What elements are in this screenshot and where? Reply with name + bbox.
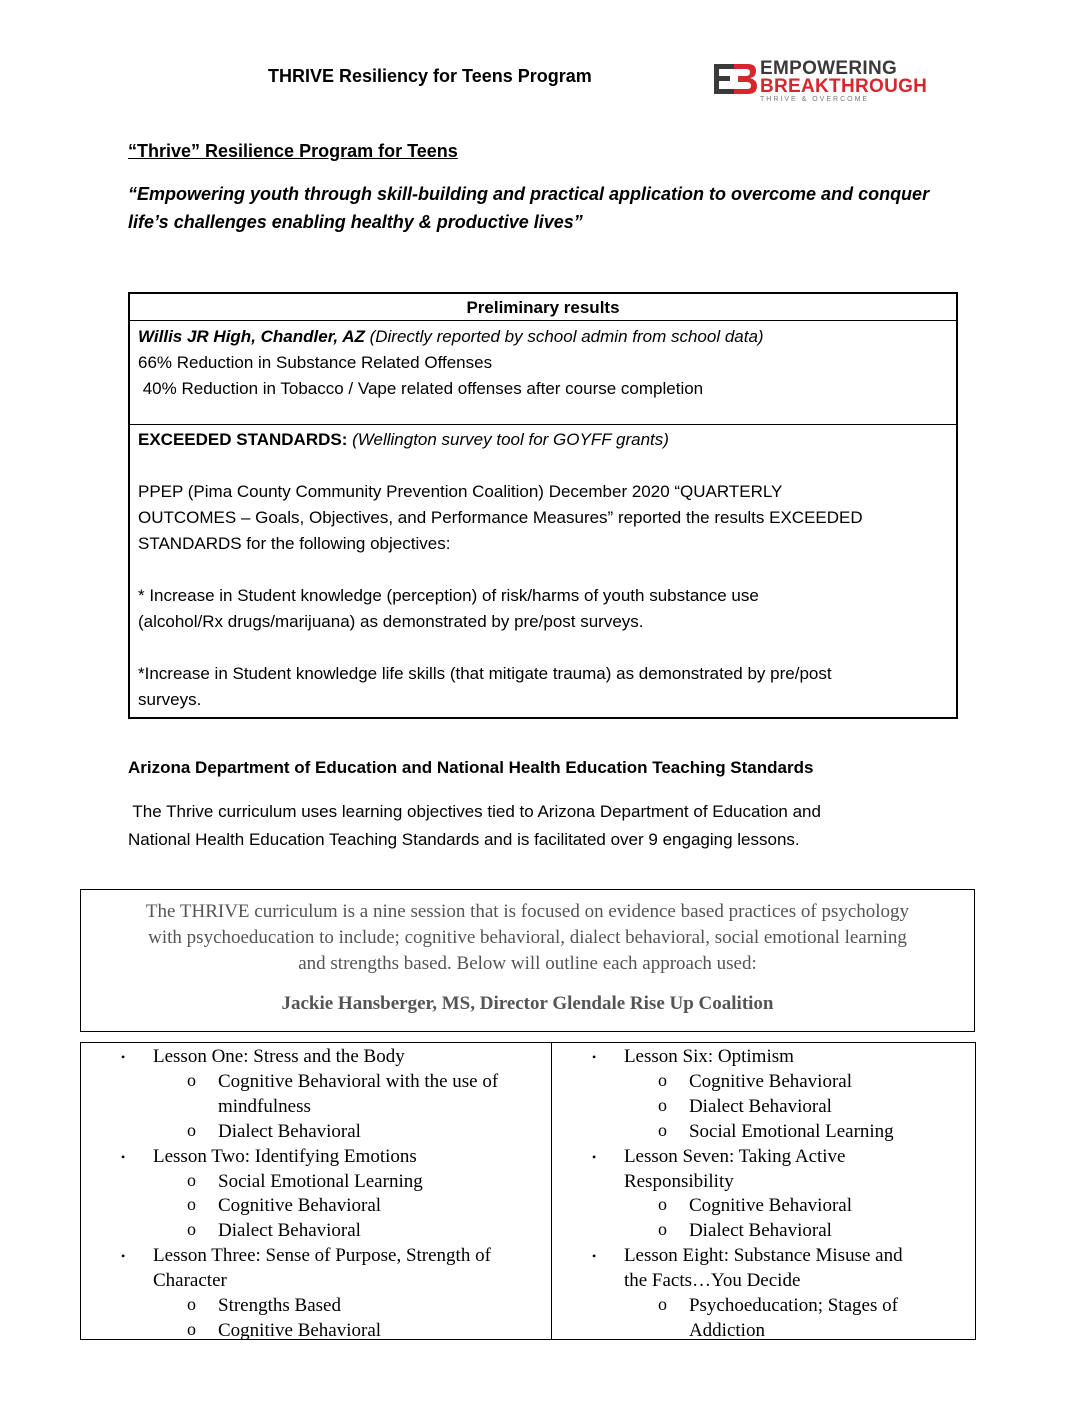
- lesson-title: Character: [153, 1270, 227, 1292]
- curriculum-author: Jackie Hansberger, MS, Director Glendale Rise Up Coalition: [281, 993, 774, 1014]
- sub-bullet-icon: o: [657, 1119, 667, 1140]
- sub-bullet-icon: o: [657, 1069, 667, 1090]
- curriculum-line: The THRIVE curriculum is a nine session that is focused on evidence based practices of psychology: [145, 901, 910, 922]
- lesson-title: Lesson Two: Identifying Emotions: [153, 1145, 417, 1167]
- sub-bullet-icon: o: [187, 1119, 196, 1140]
- lesson-approach: Addiction: [688, 1319, 765, 1341]
- sub-bullet-icon: o: [657, 1094, 667, 1115]
- sub-bullet-icon: o: [657, 1219, 667, 1240]
- curriculum-line: with psychoeducation to include; cognitive behavioral, dialect behavioral, social emotional learning: [148, 927, 907, 948]
- sub-bullet-icon: o: [187, 1169, 196, 1190]
- mission-quote-line: “Empowering youth through skill-building and practical application to overcome and conquer: [128, 184, 930, 204]
- lesson-approach: Dialect Behavioral: [218, 1220, 361, 1242]
- brand-logo: [714, 58, 928, 108]
- lesson-approach: Cognitive Behavioral: [218, 1319, 382, 1341]
- lessons-column-right: [552, 1043, 975, 1339]
- curriculum-line: and strengths based. Below will outline each approach used:: [298, 953, 757, 974]
- sub-bullet-icon: o: [187, 1069, 196, 1090]
- curriculum-summary-box: [80, 889, 975, 1032]
- lesson-title: Lesson One: Stress and the Body: [153, 1046, 405, 1067]
- lesson-title: Lesson Seven: Taking Active: [623, 1145, 846, 1167]
- objective-line: (alcohol/Rx drugs/marijuana) as demonstrated by pre/post surveys.: [138, 612, 644, 631]
- standards-heading: Arizona Department of Education and National Health Education Teaching Standards: [128, 758, 814, 777]
- results-standards-cell: [130, 425, 956, 717]
- lesson-bullet-icon: •: [591, 1249, 597, 1264]
- sub-bullet-icon: o: [187, 1219, 196, 1240]
- results-table: [128, 292, 958, 719]
- lesson-approach: Cognitive Behavioral: [218, 1195, 382, 1217]
- lesson-approach: Cognitive Behavioral: [688, 1195, 853, 1217]
- lesson-title: Lesson Eight: Substance Misuse and: [623, 1245, 903, 1267]
- lesson-bullet-icon: •: [121, 1149, 126, 1164]
- lesson-bullet-icon: •: [591, 1149, 597, 1164]
- result-stat: 66% Reduction in Substance Related Offenses: [138, 353, 493, 372]
- logo-text-empowering: EMPOWERING: [760, 58, 898, 79]
- school-name: Willis JR High, Chandler, AZ: [138, 327, 365, 346]
- mission-quote-line: life’s challenges enabling healthy & productive lives”: [128, 212, 583, 232]
- lesson-approach: Cognitive Behavioral with the use of: [218, 1070, 499, 1092]
- lessons-table: [80, 1042, 976, 1340]
- lesson-bullet-icon: •: [591, 1050, 597, 1064]
- lesson-title: Responsibility: [623, 1170, 734, 1192]
- lesson-approach: Social Emotional Learning: [688, 1120, 894, 1142]
- program-subtitle: “Thrive” Resilience Program for Teens: [128, 141, 458, 161]
- lesson-approach: Social Emotional Learning: [218, 1170, 423, 1192]
- sub-bullet-icon: o: [657, 1294, 667, 1314]
- lesson-approach: Strengths Based: [218, 1295, 341, 1316]
- sub-bullet-icon: o: [657, 1194, 667, 1215]
- lesson-title: Lesson Three: Sense of Purpose, Strength of: [153, 1245, 491, 1267]
- standards-paragraph: [128, 798, 968, 854]
- ppep-line: PPEP (Pima County Community Prevention Coalition) December 2020 “QUARTERLY: [138, 482, 783, 501]
- lesson-bullet-icon: •: [121, 1050, 126, 1064]
- results-table-heading: Preliminary results: [130, 294, 956, 321]
- results-school-cell: [130, 321, 956, 425]
- objective-line: *Increase in Student knowledge life skills (that mitigate trauma) as demonstrated by pre/post: [138, 664, 832, 683]
- logo-eb-icon: [714, 62, 758, 96]
- lesson-approach: Dialect Behavioral: [688, 1095, 832, 1117]
- ppep-line: OUTCOMES – Goals, Objectives, and Performance Measures” reported the results EXCEEDED: [138, 508, 863, 527]
- lessons-column-left: [81, 1043, 552, 1339]
- mission-quote: [128, 180, 958, 236]
- sub-bullet-icon: o: [187, 1194, 196, 1215]
- standards-line: The Thrive curriculum uses learning objectives tied to Arizona Department of Education and: [128, 802, 821, 821]
- lesson-approach: Dialect Behavioral: [218, 1120, 361, 1142]
- objective-line: * Increase in Student knowledge (perception) of risk/harms of youth substance use: [138, 586, 759, 605]
- ppep-line: STANDARDS for the following objectives:: [138, 534, 451, 553]
- exceeded-note: (Wellington survey tool for GOYFF grants): [347, 430, 669, 449]
- logo-text-breakthrough: BREAKTHROUGH: [760, 76, 928, 97]
- lesson-bullet-icon: •: [121, 1249, 126, 1264]
- objective-line: surveys.: [138, 690, 202, 709]
- lesson-approach: Cognitive Behavioral: [688, 1070, 853, 1092]
- exceeded-label: EXCEEDED STANDARDS:: [138, 430, 348, 449]
- sub-bullet-icon: o: [187, 1318, 196, 1339]
- result-stat: 40% Reduction in Tobacco / Vape related offenses after course completion: [138, 379, 704, 398]
- school-note: (Directly reported by school admin from school data): [364, 327, 764, 346]
- sub-bullet-icon: o: [187, 1294, 196, 1314]
- lesson-approach: mindfulness: [218, 1095, 311, 1117]
- page-header-title: THRIVE Resiliency for Teens Program: [268, 66, 592, 86]
- lesson-approach: Dialect Behavioral: [688, 1220, 832, 1242]
- logo-tagline: THRIVE & OVERCOME: [760, 96, 870, 103]
- lesson-title: Lesson Six: Optimism: [623, 1046, 794, 1067]
- standards-line: National Health Education Teaching Standards and is facilitated over 9 engaging lessons.: [128, 830, 800, 849]
- lesson-title: the Facts…You Decide: [623, 1270, 801, 1292]
- lesson-approach: Psychoeducation; Stages of: [688, 1295, 898, 1316]
